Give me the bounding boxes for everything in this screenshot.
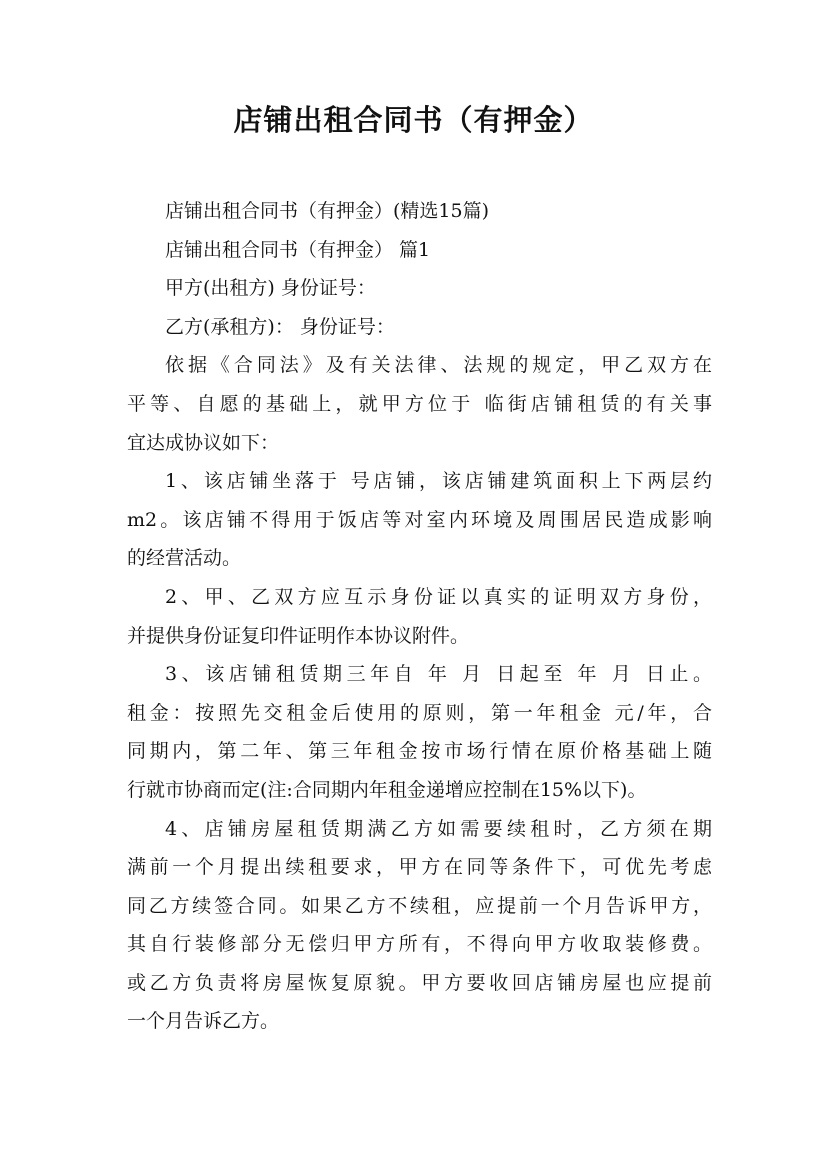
text-line: 同乙方续签合同。如果乙方不续租，应提前一个月告诉甲方，	[127, 894, 712, 917]
paragraph-clause-2	[127, 578, 712, 655]
text-line: 1、该店铺坐落于 号店铺，该店铺建筑面积上下两层约	[165, 470, 712, 493]
paragraph-clause-3	[127, 655, 712, 809]
text-line: 或乙方负责将房屋恢复原貌。甲方要收回店铺房屋也应提前	[127, 971, 712, 994]
paragraph-clause-1	[127, 462, 712, 578]
text-line: 行就市协商而定(注:合同期内年租金递增应控制在15%以下)。	[127, 778, 647, 801]
text-line: 的经营活动。	[127, 547, 242, 570]
document-title: 店铺出租合同书（有押金）	[233, 103, 594, 137]
paragraph-section-heading	[127, 231, 712, 270]
paragraph-clause-4	[127, 810, 712, 1042]
paragraph-party-a	[127, 269, 712, 308]
paragraph-subtitle	[127, 192, 712, 231]
text-line: 乙方(承租方)： 身份证号：	[165, 315, 395, 338]
text-line: 租金：按照先交租金后使用的原则，第一年租金 元/年，合	[127, 701, 712, 724]
text-line: 店铺出租合同书（有押金）(精选15篇)	[165, 200, 490, 222]
text-line: 一个月告诉乙方。	[127, 1010, 280, 1033]
document-body	[127, 192, 712, 1041]
text-line: 满前一个月提出续租要求，甲方在同等条件下，可优先考虑	[127, 856, 712, 879]
text-line: 平等、自愿的基础上，就甲方位于 临街店铺租赁的有关事	[127, 392, 712, 415]
text-line: 其自行装修部分无偿归甲方所有，不得向甲方收取装修费。	[127, 933, 712, 956]
text-line: 4、店铺房屋租赁期满乙方如需要续租时，乙方须在期	[165, 817, 712, 840]
text-line: m2。该店铺不得用于饭店等对室内环境及周围居民造成影响	[127, 508, 712, 531]
text-line: 依据《合同法》及有关法律、法规的规定，甲乙双方在	[165, 354, 712, 377]
text-line: 2、甲、乙双方应互示身份证以真实的证明双方身份，	[165, 585, 712, 608]
text-line: 宜达成协议如下：	[127, 431, 280, 454]
paragraph-preamble	[127, 346, 712, 462]
text-line: 甲方(出租方) 身份证号：	[165, 277, 376, 300]
paragraph-party-b	[127, 308, 712, 347]
text-line: 店铺出租合同书（有押金） 篇1	[165, 238, 431, 261]
text-line: 并提供身份证复印件证明作本协议附件。	[127, 624, 470, 647]
text-line: 3、该店铺租赁期三年自 年 月 日起至 年 月 日止。	[165, 663, 712, 686]
text-line: 同期内，第二年、第三年租金按市场行情在原价格基础上随	[127, 740, 712, 763]
